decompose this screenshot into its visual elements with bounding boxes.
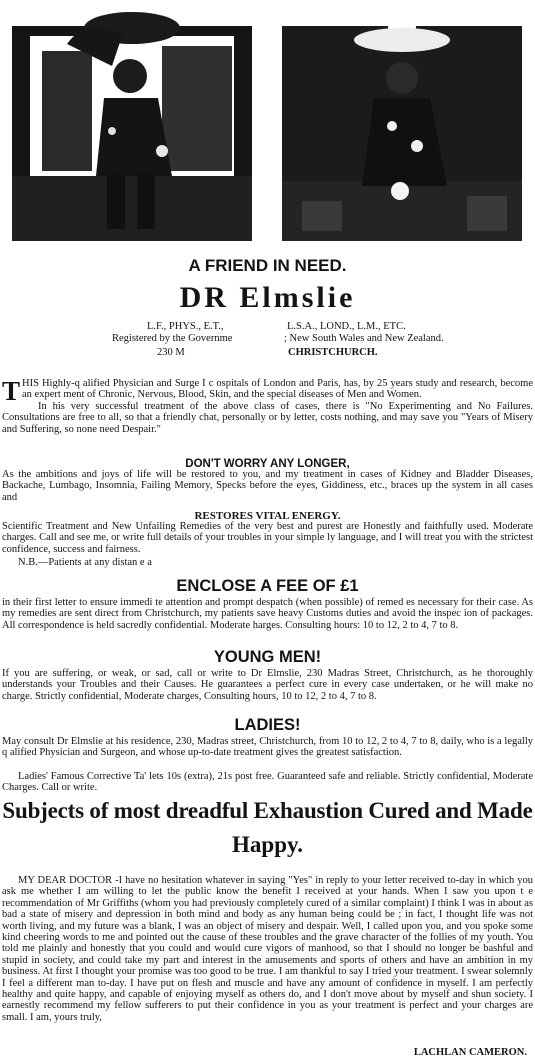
section3-heading: ENCLOSE A FEE OF £1	[176, 577, 359, 595]
testimonial-signature: LACHLAN CAMERON.	[413, 1047, 527, 1058]
section4-text: If you are suffering, or weak, or sad, call or write to Dr Elmslie, 230 Madras Street, Christchurch, as he thoroughly understands your Troubles and their Causes. He guarantees a perfect cure in every case undertaken, or he will make no charge. Strictly confidential, Moderate charges, Consulting hours, 10 to 12, 2 to 4, 7 to 8.	[2, 668, 533, 702]
testimonial-letter: MY DEAR DOCTOR -I have no hesitation whatever in saying "Yes" in reply to your letter received to-day in which you ask me whether I am willing to let the public know the benefit I received at your hands. When I saw you upon t e recommendation of Mr Griffiths (whom you had previously completely cured of a similar complaint) I think I was in about as bad a state of misery and depression in both mind and body as any human being could be ; in fact, I thought life was not worth living, and my future was a blank, I was an object of misery and despair. Well, I called upon you, and you spoke some kind cheering words to me and pointed out the cause of these troubles and the grave character of the follies of my youth. You told me plainly and honestly that you could and would cure vigors of manhood, so that I should no longer be bashful and stupid in society, and could take my part and interest in the amusements and sports of others and have an ambition in my business. At first I thought your promise was too good to be true. I am thankful to say I tried your treatment. I swear solemnly I feel a different man to-day. I have put on flesh and muscle and have any amount of confidence in myself. I am perfectly healthy and quite happy, and capable of enjoying myself as others do, and I don't move about by myself and shun society. I earnestly recommend my fellow sufferers to put their confidence in you as your treatment is perfect and your charges are small. I am, yours truly,	[2, 875, 533, 1023]
section2-text: Scientific Treatment and New Unfailing Remedies of the very best and purest are Honestly and faithfully used. Moderate charges. Call and see me, or write full details of your troubles in your simple ly language, and I will treat you with the strictest confidence, success and fairness.	[2, 521, 533, 555]
section5-heading: LADIES!	[234, 716, 301, 734]
section4-heading: YOUNG MEN!	[213, 648, 322, 666]
credential-right-1: L.S.A., LOND., L.M., ETC.	[287, 321, 406, 332]
section3-text: in their first letter to ensure immedi te attention and prompt despatch (when possible) of remed es necessary for their case. As my remedies are sent direct from Christchurch, my patients save heavy Customs duties and avoid the inspec ion of packages. All correspondence is held sacredly confidential. Moderate harges. Consulting hours: 10 to 12, 2 to 4, 7 to 8.	[2, 597, 533, 631]
credential-right-3: CHRISTCHURCH.	[288, 347, 378, 358]
heading: A FRIEND IN NEED.	[188, 256, 347, 275]
before-illustration	[12, 6, 252, 241]
intro-paragraph	[2, 378, 533, 456]
credential-left-3: 230 M	[157, 347, 185, 358]
intro-text-2: In his very successful treatment of the above class of cases, there is "No Experimenting and No Failures. Consultations are free to all, so that a friendly chat, personally or by letter, costs nothing, and may save you "Years of Misery and Suffering, so none need Despair."	[2, 400, 533, 435]
section2-heading: RESTORES VITAL ENERGY.	[194, 510, 341, 522]
after-illustration	[282, 6, 522, 241]
subjects-heading-line2: Happy.	[232, 832, 303, 857]
intro-text: HIS Highly-q alified Physician and Surge I c ospitals of London and Paris, has, by 25 years study and research, become an expert ment of Chronic, Nervous, Blood, Skin, and the special diseases of Men and Women.	[22, 378, 533, 401]
section5-text-2: Ladies' Famous Corrective Ta' lets 10s (extra), 21s post free. Guaranteed safe and reliable. Strictly confidential, Moderate Charges. Call or write.	[2, 771, 533, 794]
dropcap: T	[2, 376, 21, 406]
credential-left-1: L.F., PHYS., E.T.,	[147, 321, 224, 332]
section2-note: N.B.—Patients at any distan e a	[18, 557, 152, 568]
doctor-name: DR Elmslie	[179, 281, 356, 314]
section5-text: May consult Dr Elmslie at his residence, 230, Madras street, Christchurch, from 10 to 12, 2 to 4, 7 to 8, daily, who is a legally q alified Physician and Surgeon, and whose up-to-date treatment gives the greatest satisfaction.	[2, 736, 533, 759]
section1-heading: DON'T WORRY ANY LONGER,	[185, 458, 350, 470]
credential-left-2: Registered by the Governme	[112, 333, 233, 344]
section1-text: As the ambitions and joys of life will be restored to you, and my treatment in cases of Kidney and Bladder Diseases, Backache, Lumbago, Insomnia, Failing Memory, Specks before the eyes, Giddiness, etc., braces up the system in all cases and	[2, 469, 533, 503]
credential-right-2: ; New South Wales and New Zealand.	[284, 333, 444, 344]
subjects-heading-line1: Subjects of most dreadful Exhaustion Cured and Made	[2, 798, 533, 823]
